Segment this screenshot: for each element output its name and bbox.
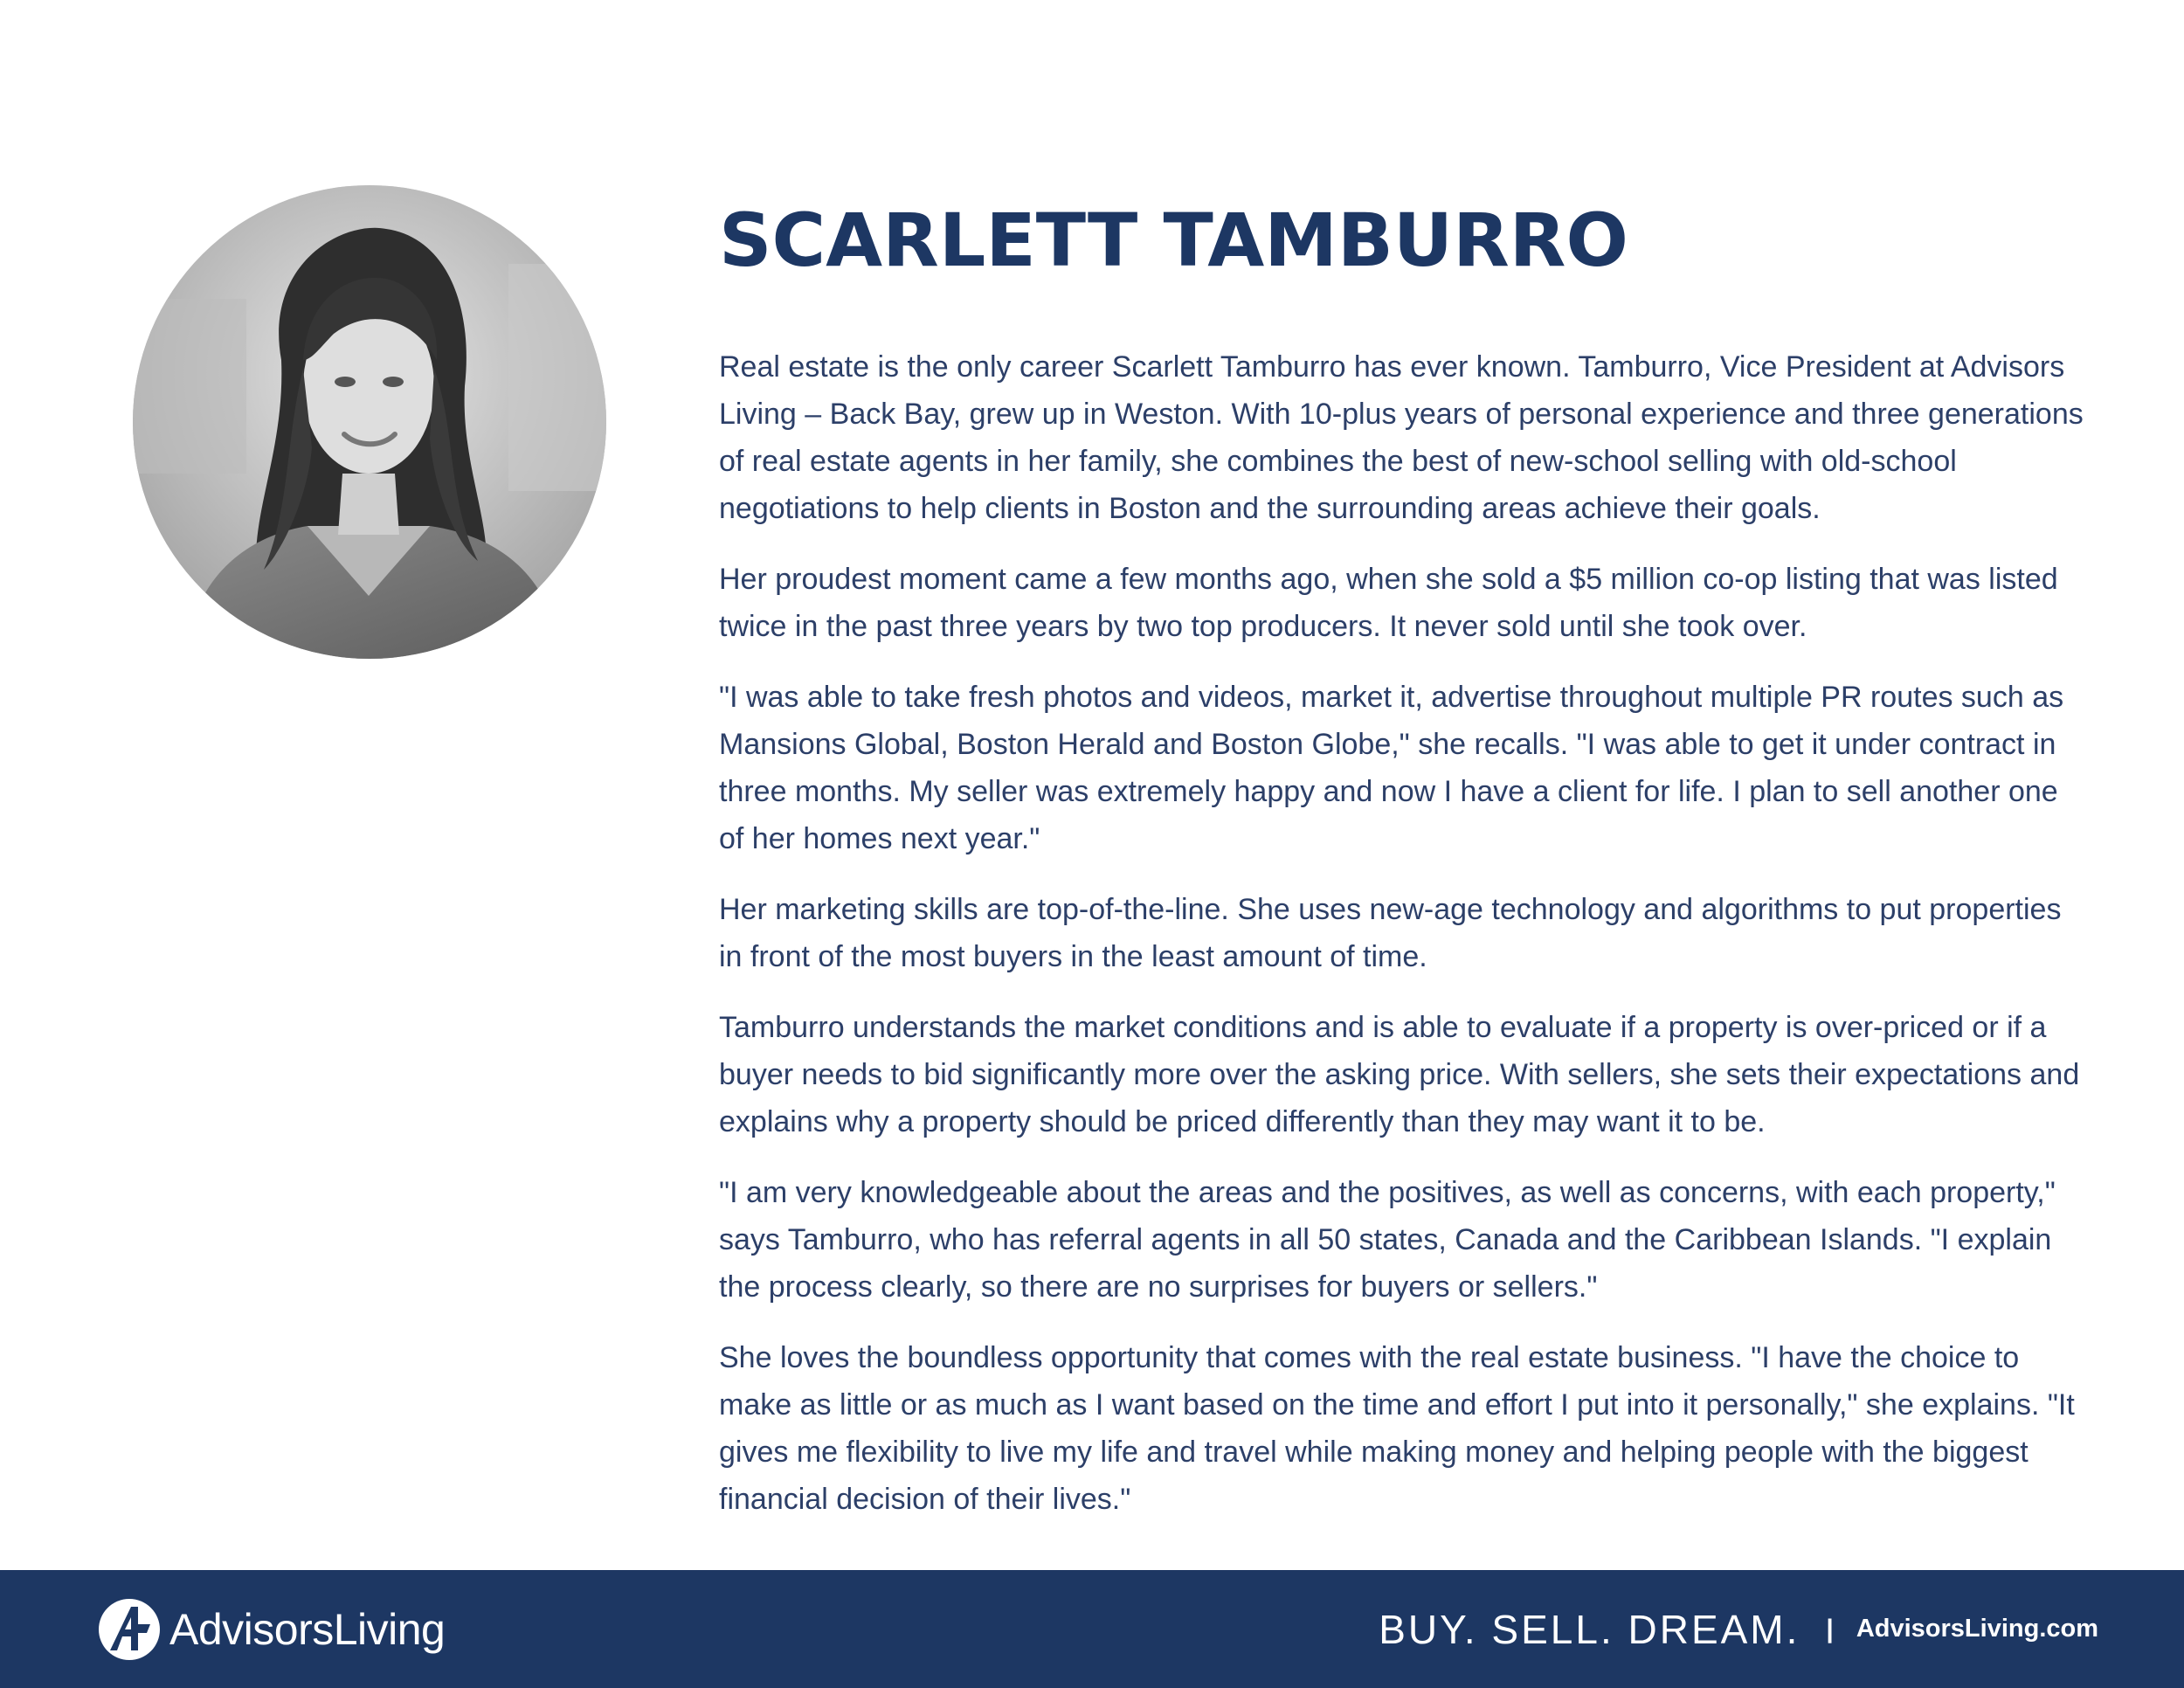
portrait-photo [133,185,606,659]
bio-paragraph: She loves the boundless opportunity that comes with the real estate business. "I have the choice to make as little or as much as I want based on the time and effort I put into it personally," she explains. "It gives me flexibility to live my life and travel while making money and helping people with the biggest financial decision of their lives." [719,1341,2075,1516]
bio-paragraph: Tamburro understands the market conditions and is able to evaluate if a property is over-priced or if a buyer needs to bid significantly more over the asking price. With sellers, she sets their expectations and explains why a property should be priced differently than they may want it to be. [719,1011,2080,1138]
portrait-illustration [133,185,606,659]
bio-paragraph: Her marketing skills are top-of-the-line. She uses new-age technology and algorithms to put properties in front of the most buyers in the least amount of time. [719,893,2062,973]
logo-wordmark: AdvisorsLiving [169,1605,446,1654]
bio-paragraph: Her proudest moment came a few months ago, when she sold a $5 million co-op listing that was listed twice in the past three years by two top producers. It never sold until she took over. [719,563,2058,643]
advisorsliving-logo-icon [98,1598,161,1661]
main-content [719,197,2091,1546]
bio-paragraph: "I am very knowledgeable about the areas and the positives, as well as concerns, with each property," says Tamburro, who has referral agents in all 50 states, Canada and the Caribbean Islands. "I explain the process clearly, so there are no surprises for buyers or sellers." [719,1176,2056,1304]
bio-paragraph: Real estate is the only career Scarlett Tamburro has ever known. Tamburro, Vice President at Advisors Living – Back Bay, grew up in Weston. With 10-plus years of personal experience and three generations of real estate agents in her family, she combines the best of new-school selling with old-school negotiations to help clients in Boston and the surrounding areas achieve their goals. [719,350,2084,525]
bio-paragraph: "I was able to take fresh photos and videos, market it, advertise throughout multiple PR routes such as Mansions Global, Boston Herald and Boston Globe," she recalls. "I was able to get it under contract in three months. My seller was extremely happy and now I have a client for life. I plan to sell another one of her homes next year." [719,681,2064,855]
website-link[interactable]: AdvisorsLiving.com [1856,1615,2098,1643]
footer-bar [0,1570,2184,1688]
bio-text [719,343,2091,1523]
footer-right [1379,1570,2098,1688]
footer-separator: | [1826,1614,1834,1643]
agent-name: SCARLETT TAMBURRO [719,197,1628,283]
advisorsliving-logo [98,1598,445,1661]
slogan: BUY. SELL. DREAM. [1379,1606,1800,1652]
